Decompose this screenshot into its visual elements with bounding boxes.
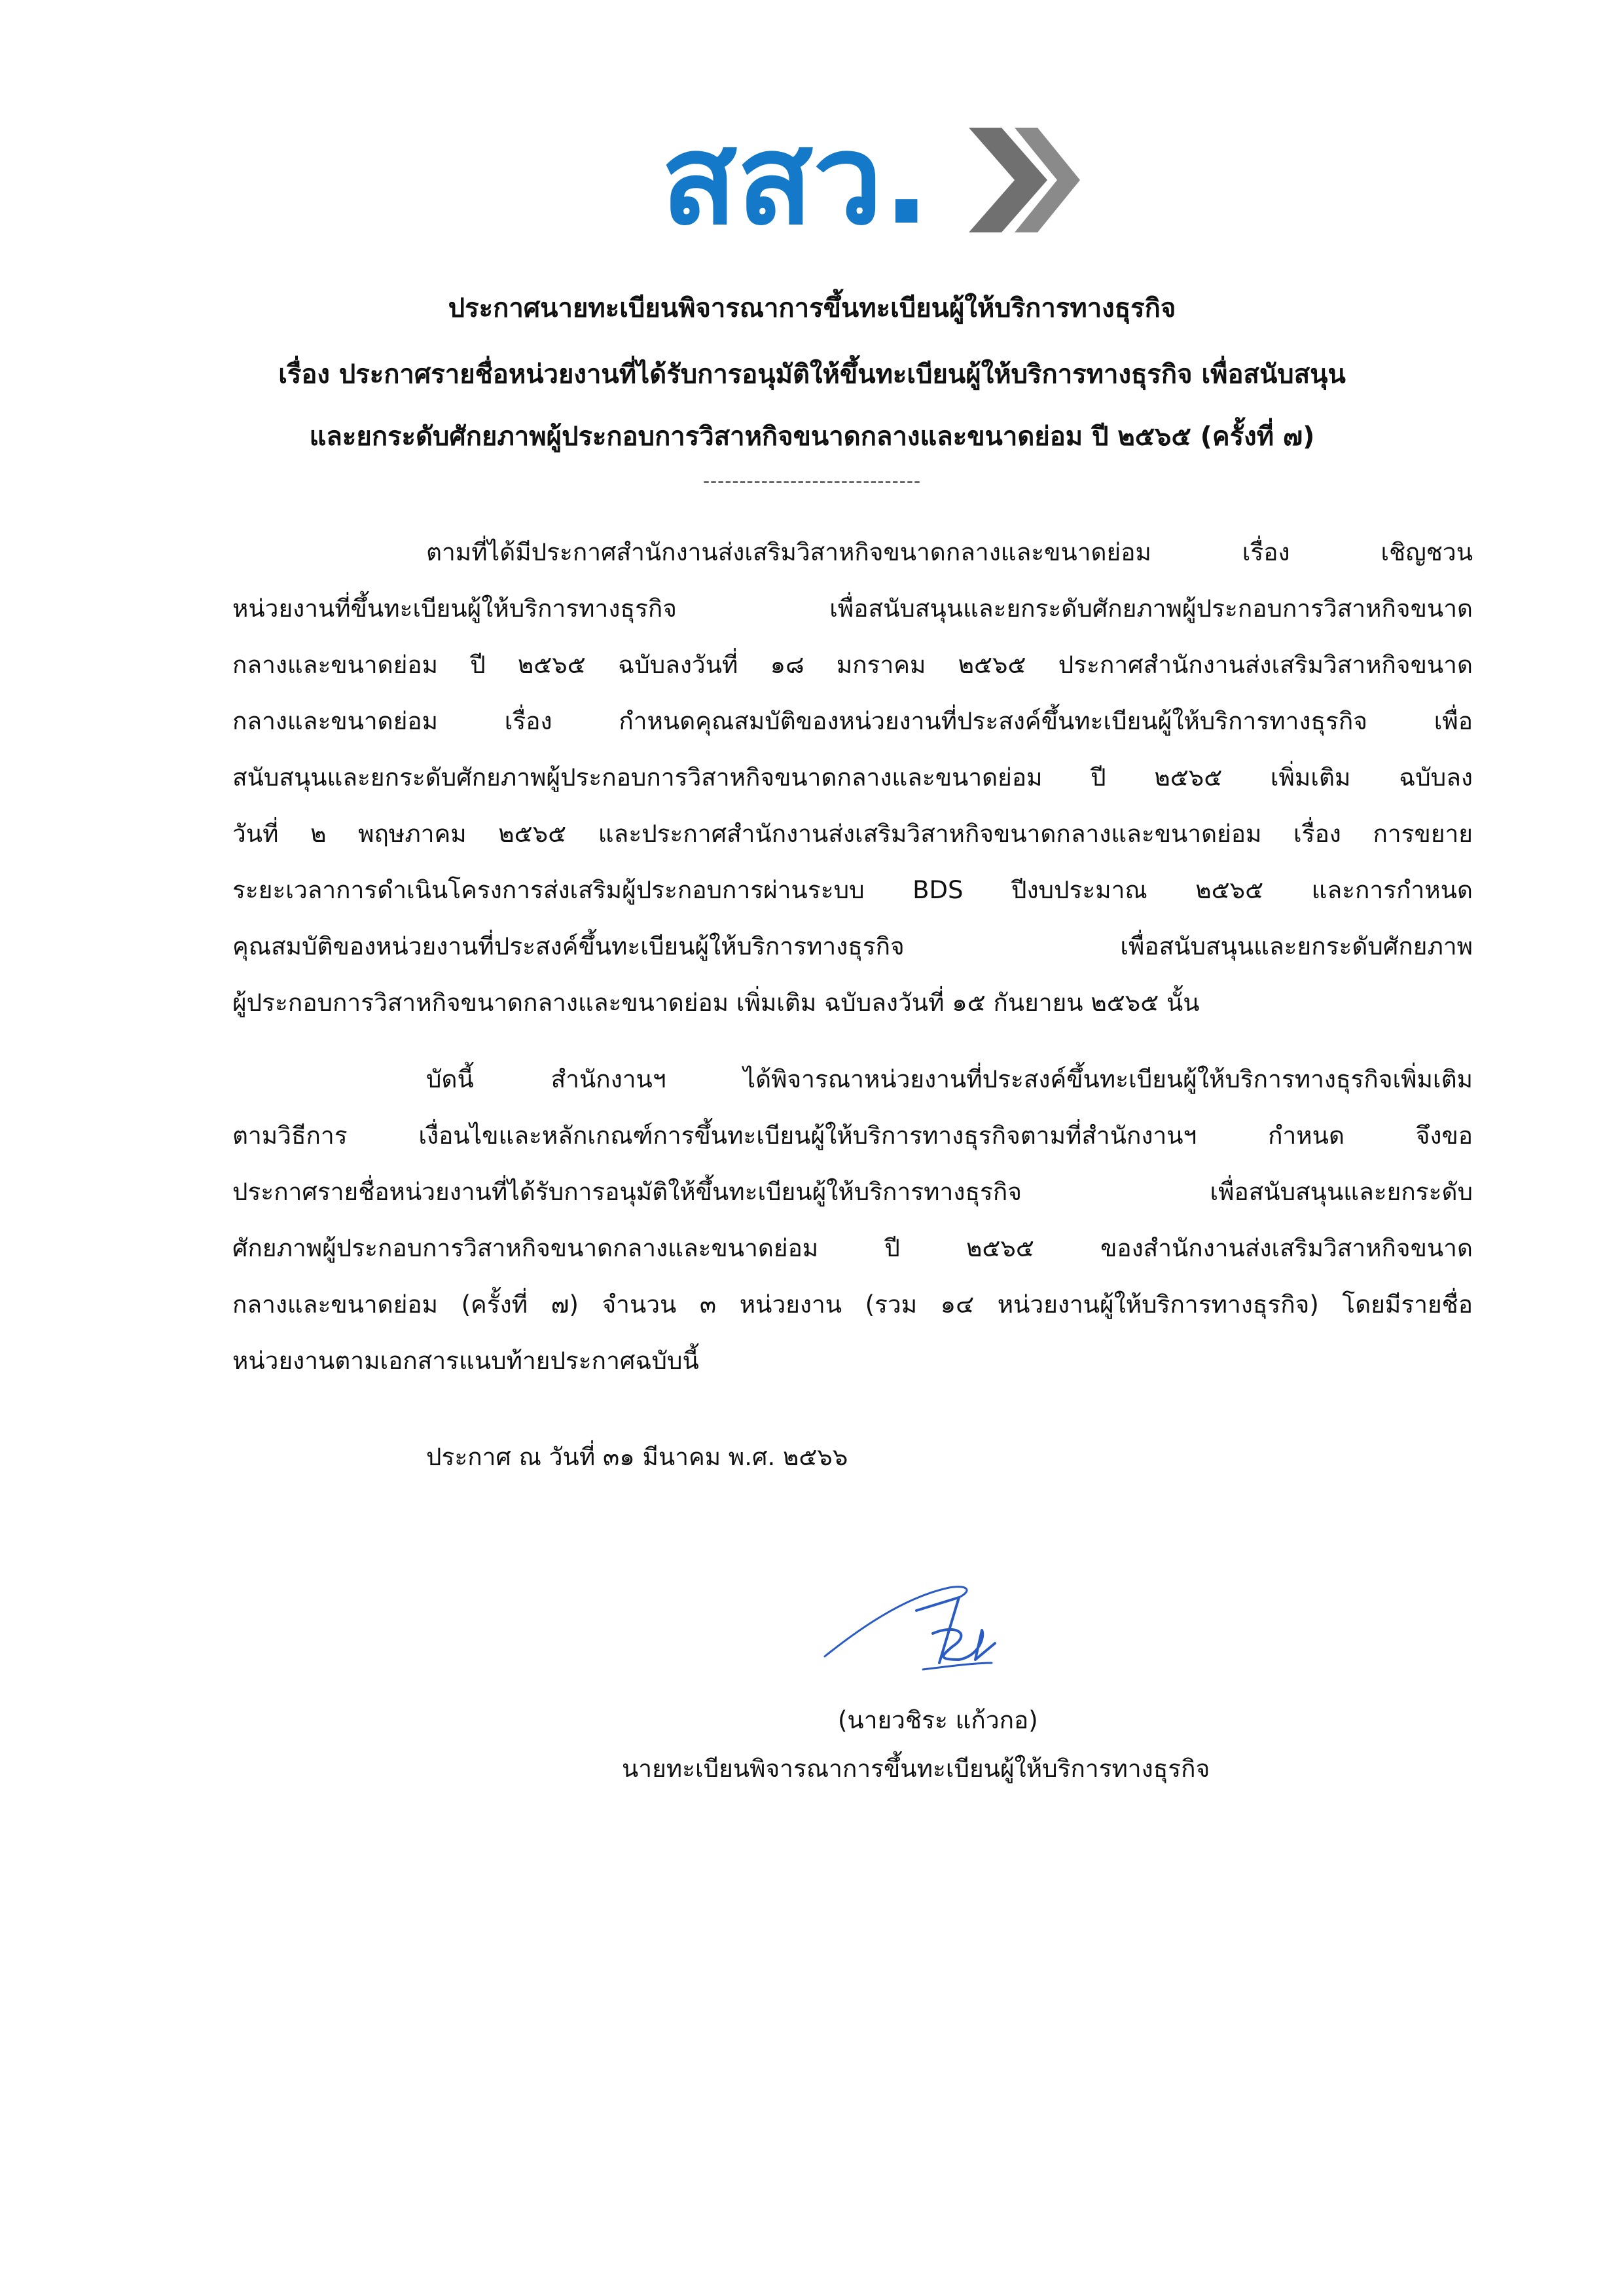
paragraph2-line: หน่วยงานตามเอกสารแนบท้ายประกาศฉบับนี้ bbox=[232, 1347, 699, 1375]
handwritten-signature-icon bbox=[818, 1571, 1054, 1689]
announcement-subject: เรื่อง ประกาศรายชื่อหน่วยงานที่ได้รับการอนุมัติให้ขึ้นทะเบียนผู้ให้บริการทางธุรกิจ เพื่อสนับสนุน bbox=[278, 359, 1346, 390]
announcement-title: ประกาศนายทะเบียนพิจารณาการขึ้นทะเบียนผู้ให้บริการทางธุรกิจ bbox=[448, 293, 1176, 323]
paragraph2-line: บัดนี้ สำนักงานฯ ได้พิจารณาหน่วยงานที่ประสงค์ขึ้นทะเบียนผู้ให้บริการทางธุรกิจเพิ่มเติม bbox=[426, 1065, 1473, 1093]
signer-name: (นายวชิระ แก้วกอ) bbox=[838, 1706, 1038, 1734]
paragraph1-line: หน่วยงานที่ขึ้นทะเบียนผู้ให้บริการทางธุรกิจ เพื่อสนับสนุนและยกระดับศักยภาพผู้ประกอบการวิสาหกิจขนาด bbox=[232, 594, 1473, 623]
paragraph1-line: วันที่ ๒ พฤษภาคม ๒๕๖๕ และประกาศสำนักงานส่งเสริมวิสาหกิจขนาดกลางและขนาดย่อม เรื่อง การขยาย bbox=[232, 820, 1473, 848]
logo-text: สสว. bbox=[661, 115, 930, 246]
sme-chevron-logo-icon bbox=[661, 115, 1080, 246]
paragraph1-line: คุณสมบัติของหน่วยงานที่ประสงค์ขึ้นทะเบียนผู้ให้บริการทางธุรกิจ เพื่อสนับสนุนและยกระดับศักยภาพ bbox=[232, 932, 1473, 960]
divider: ------------------------------ bbox=[702, 470, 922, 492]
announcement-date: ประกาศ ณ วันที่ ๓๑ มีนาคม พ.ศ. ๒๕๖๖ bbox=[426, 1443, 848, 1471]
chevron-icon bbox=[969, 128, 1080, 232]
paragraph2-line: ตามวิธีการ เงื่อนไขและหลักเกณฑ์การขึ้นทะเบียนผู้ให้บริการทางธุรกิจตามที่สำนักงานฯ กำหนด จึงขอ bbox=[232, 1121, 1473, 1150]
paragraph1-line: ระยะเวลาการดำเนินโครงการส่งเสริมผู้ประกอบการผ่านระบบ BDS ปีงบประมาณ ๒๕๖๕ และการกำหนด bbox=[232, 876, 1473, 904]
paragraph1-line: ผู้ประกอบการวิสาหกิจขนาดกลางและขนาดย่อม เพิ่มเติม ฉบับลงวันที่ ๑๕ กันยายน ๒๕๖๕ นั้น bbox=[232, 989, 1200, 1017]
announcement-subject-continued: และยกระดับศักยภาพผู้ประกอบการวิสาหกิจขนาดกลางและขนาดย่อม ปี ๒๕๖๕ (ครั้งที่ ๗) bbox=[309, 422, 1315, 452]
paragraph2-line: กลางและขนาดย่อม (ครั้งที่ ๗) จำนวน ๓ หน่วยงาน (รวม ๑๔ หน่วยงานผู้ให้บริการทางธุรกิจ) โดยมีรายชื่อ bbox=[232, 1290, 1473, 1319]
paragraph2-line: ประกาศรายชื่อหน่วยงานที่ได้รับการอนุมัติให้ขึ้นทะเบียนผู้ให้บริการทางธุรกิจ เพื่อสนับสนุนและยกระดับ bbox=[232, 1178, 1473, 1206]
paragraph2-line: ศักยภาพผู้ประกอบการวิสาหกิจขนาดกลางและขนาดย่อม ปี ๒๕๖๕ ของสำนักงานส่งเสริมวิสาหกิจขนาด bbox=[232, 1234, 1473, 1262]
paragraph1-line: กลางและขนาดย่อม เรื่อง กำหนดคุณสมบัติของหน่วยงานที่ประสงค์ขึ้นทะเบียนผู้ให้บริการทางธุรกิจ เพื่อ bbox=[232, 707, 1473, 735]
paragraph1-line: กลางและขนาดย่อม ปี ๒๕๖๕ ฉบับลงวันที่ ๑๘ มกราคม ๒๕๖๕ ประกาศสำนักงานส่งเสริมวิสาหกิจขนาด bbox=[232, 651, 1473, 679]
paragraph1-line: สนับสนุนและยกระดับศักยภาพผู้ประกอบการวิสาหกิจขนาดกลางและขนาดย่อม ปี ๒๕๖๕ เพิ่มเติม ฉบับลง bbox=[232, 763, 1473, 792]
signer-title: นายทะเบียนพิจารณาการขึ้นทะเบียนผู้ให้บริการทางธุรกิจ bbox=[622, 1755, 1210, 1783]
paragraph1-line: ตามที่ได้มีประกาศสำนักงานส่งเสริมวิสาหกิจขนาดกลางและขนาดย่อม เรื่อง เชิญชวน bbox=[426, 538, 1473, 566]
